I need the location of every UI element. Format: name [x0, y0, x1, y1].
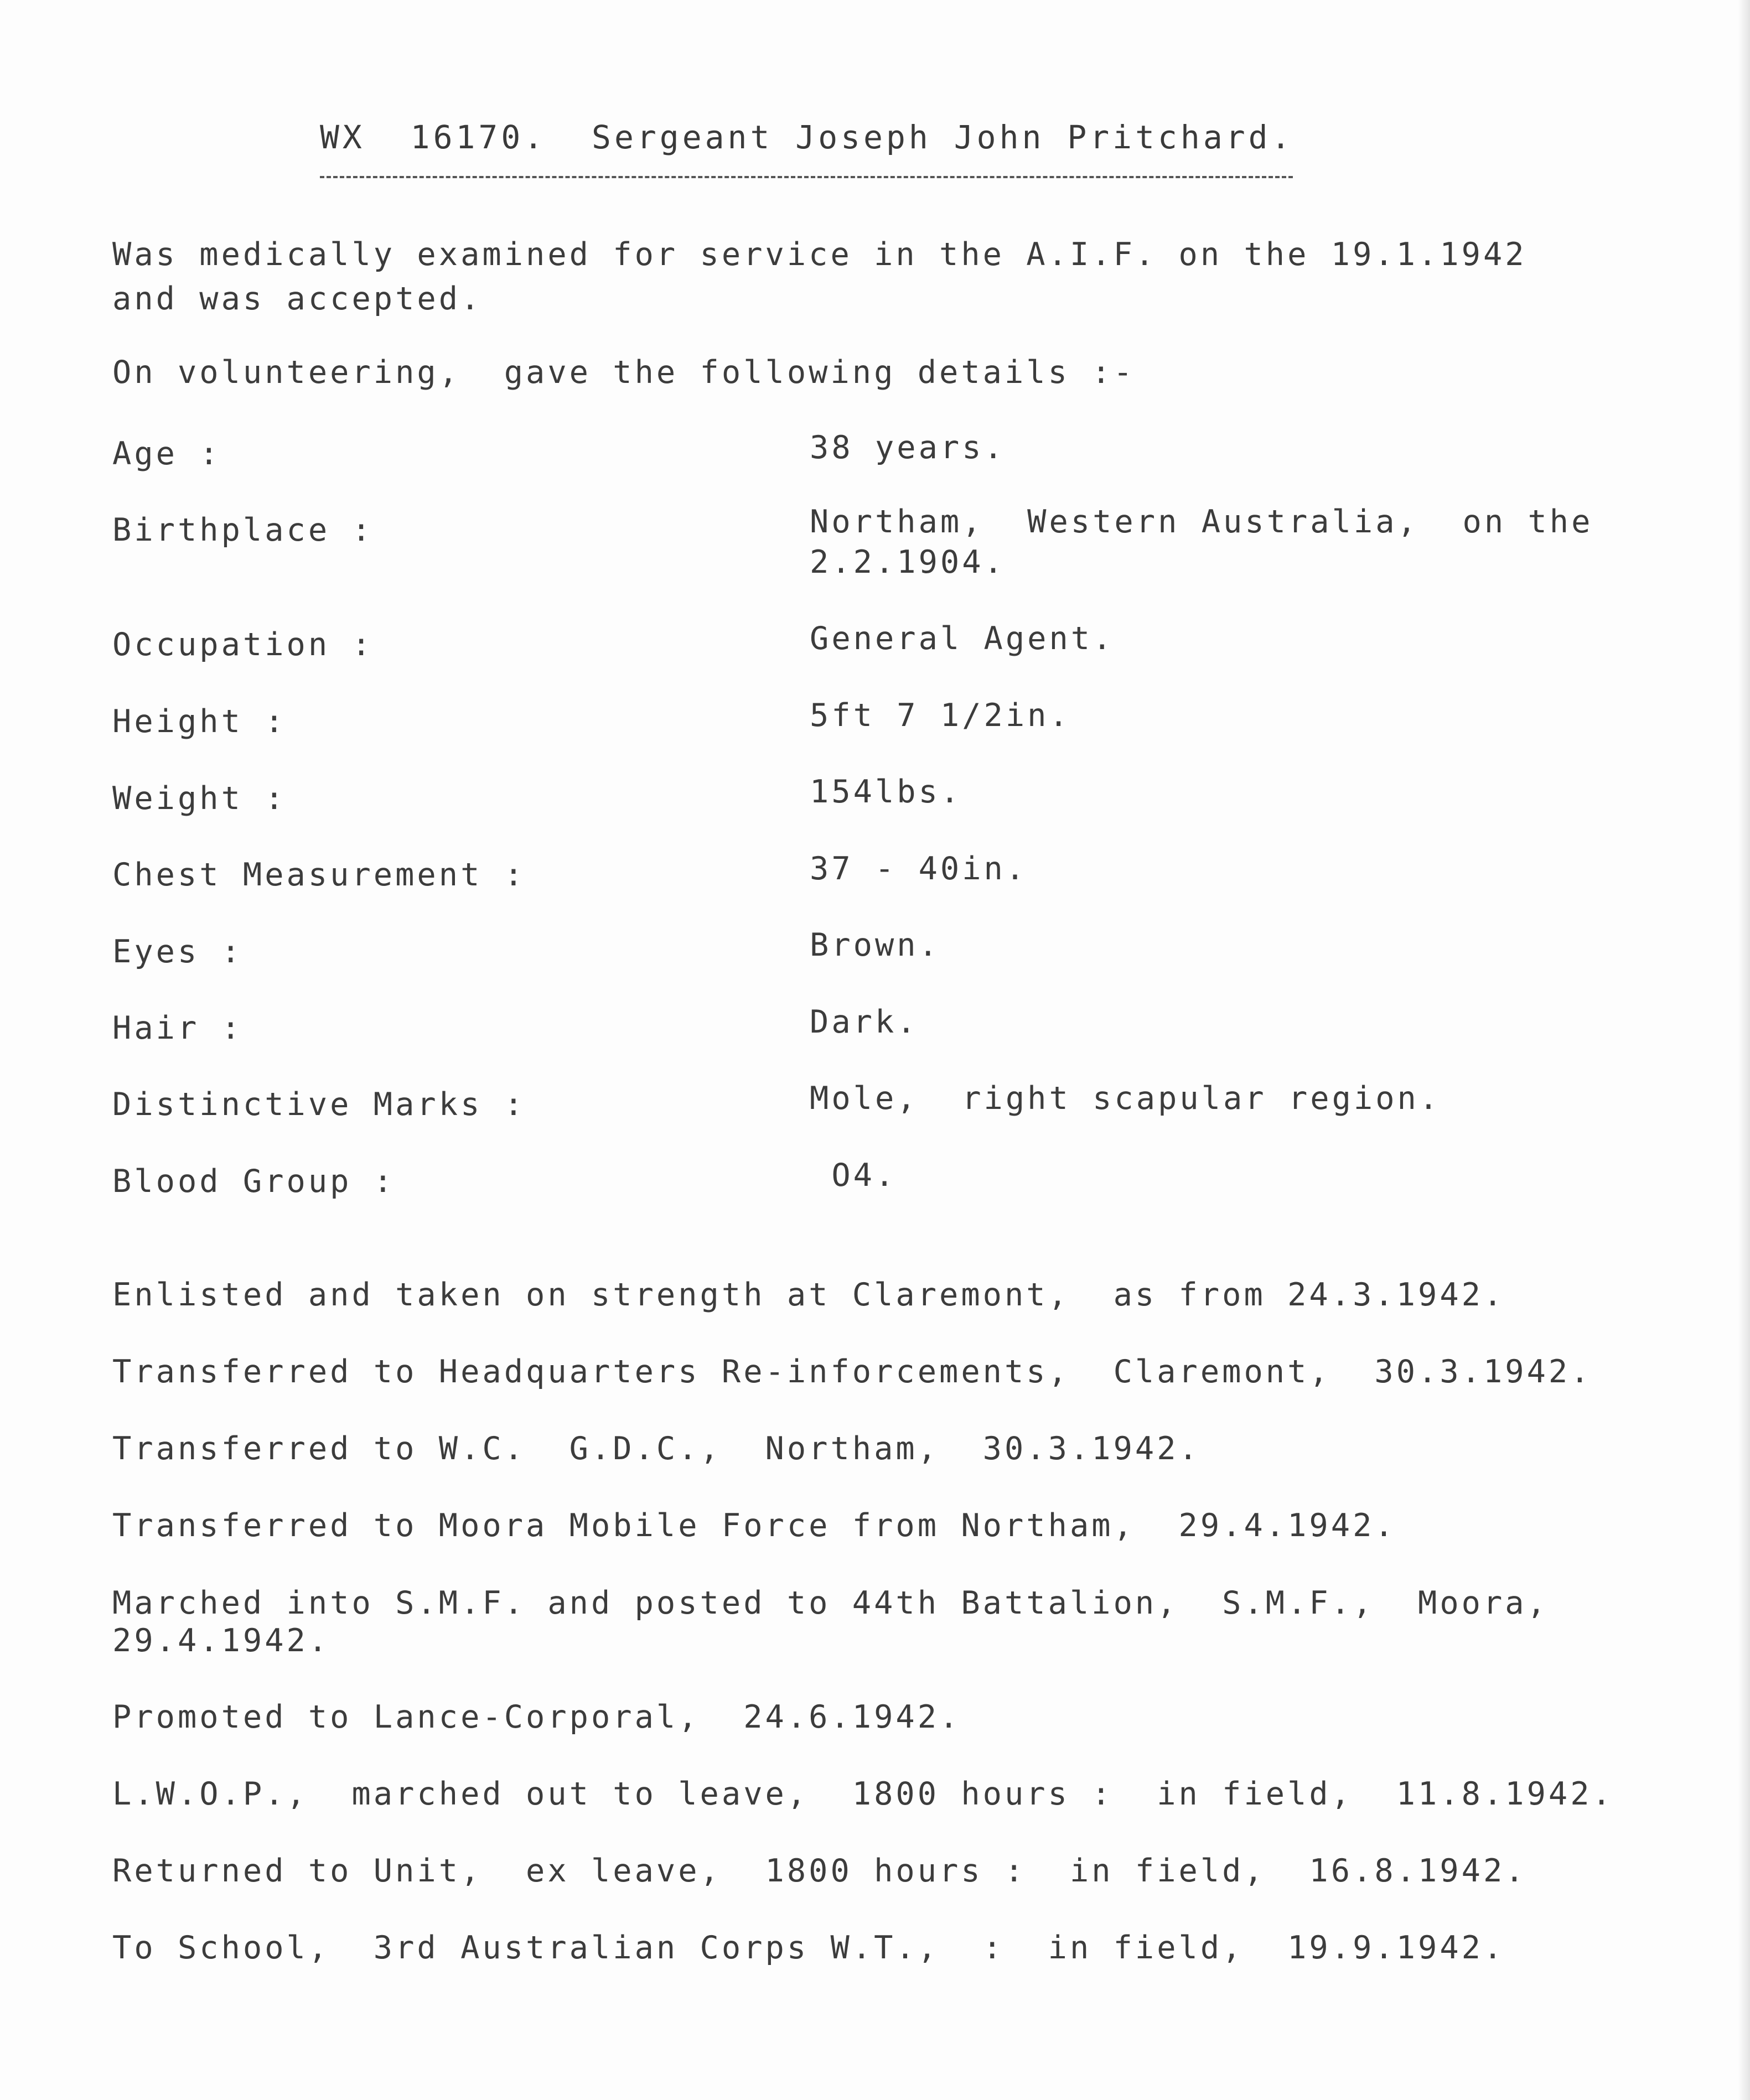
detail-value-blood: O4. [810, 1157, 897, 1194]
service-entry: L.W.O.P., marched out to leave, 1800 hours : in field, 11.8.1942. [112, 1776, 1614, 1812]
service-entry: Returned to Unit, ex leave, 1800 hours : in field, 16.8.1942. [112, 1853, 1527, 1889]
detail-value-age: 38 years. [810, 429, 1006, 466]
detail-label-eyes: Eyes : [112, 934, 243, 970]
detail-value-eyes: Brown. [810, 927, 940, 963]
detail-value-birthplace: Northam, Western Australia, on the [810, 504, 1593, 540]
intro-line-2: and was accepted. [112, 281, 483, 317]
detail-label-marks: Distinctive Marks : [112, 1086, 526, 1123]
intro-line-1: Was medically examined for service in the A.I.F. on the 19.1.1942 [112, 236, 1527, 273]
detail-label-chest: Chest Measurement : [112, 857, 526, 893]
service-entry: Transferred to W.C. G.D.C., Northam, 30.3.1942. [112, 1430, 1200, 1467]
service-entry: To School, 3rd Australian Corps W.T., : in field, 19.9.1942. [112, 1930, 1505, 1966]
detail-label-occupation: Occupation : [112, 626, 374, 663]
detail-value-weight: 154lbs. [810, 774, 962, 810]
detail-label-hair: Hair : [112, 1010, 243, 1046]
page-edge-shadow [1738, 0, 1750, 2100]
detail-value-chest: 37 - 40in. [810, 851, 1028, 887]
detail-label-birthplace: Birthplace : [112, 512, 374, 548]
service-entry: Marched into S.M.F. and posted to 44th Battalion, S.M.F., Moora, [112, 1585, 1549, 1621]
detail-label-age: Age : [112, 435, 221, 472]
service-entry: Enlisted and taken on strength at Claremont, as from 24.3.1942. [112, 1277, 1505, 1313]
service-entry: Transferred to Headquarters Re-inforcements, Claremont, 30.3.1942. [112, 1354, 1592, 1390]
detail-label-height: Height : [112, 703, 287, 740]
detail-value-occupation: General Agent. [810, 620, 1115, 657]
service-entry: 29.4.1942. [112, 1622, 330, 1659]
detail-label-blood: Blood Group : [112, 1163, 396, 1200]
detail-label-weight: Weight : [112, 780, 287, 817]
service-entry: Transferred to Moora Mobile Force from Northam, 29.4.1942. [112, 1507, 1396, 1544]
document-title: WX 16170. Sergeant Joseph John Pritchard. [320, 118, 1294, 156]
service-entry: Promoted to Lance-Corporal, 24.6.1942. [112, 1699, 961, 1735]
detail-value-height: 5ft 7 1/2in. [810, 697, 1071, 734]
detail-value-birthplace-date: 2.2.1904. [810, 544, 1006, 580]
detail-value-marks: Mole, right scapular region. [810, 1080, 1441, 1117]
title-underline [320, 176, 1293, 178]
detail-value-hair: Dark. [810, 1004, 919, 1040]
volunteer-line: On volunteering, gave the following details :- [112, 354, 1135, 391]
